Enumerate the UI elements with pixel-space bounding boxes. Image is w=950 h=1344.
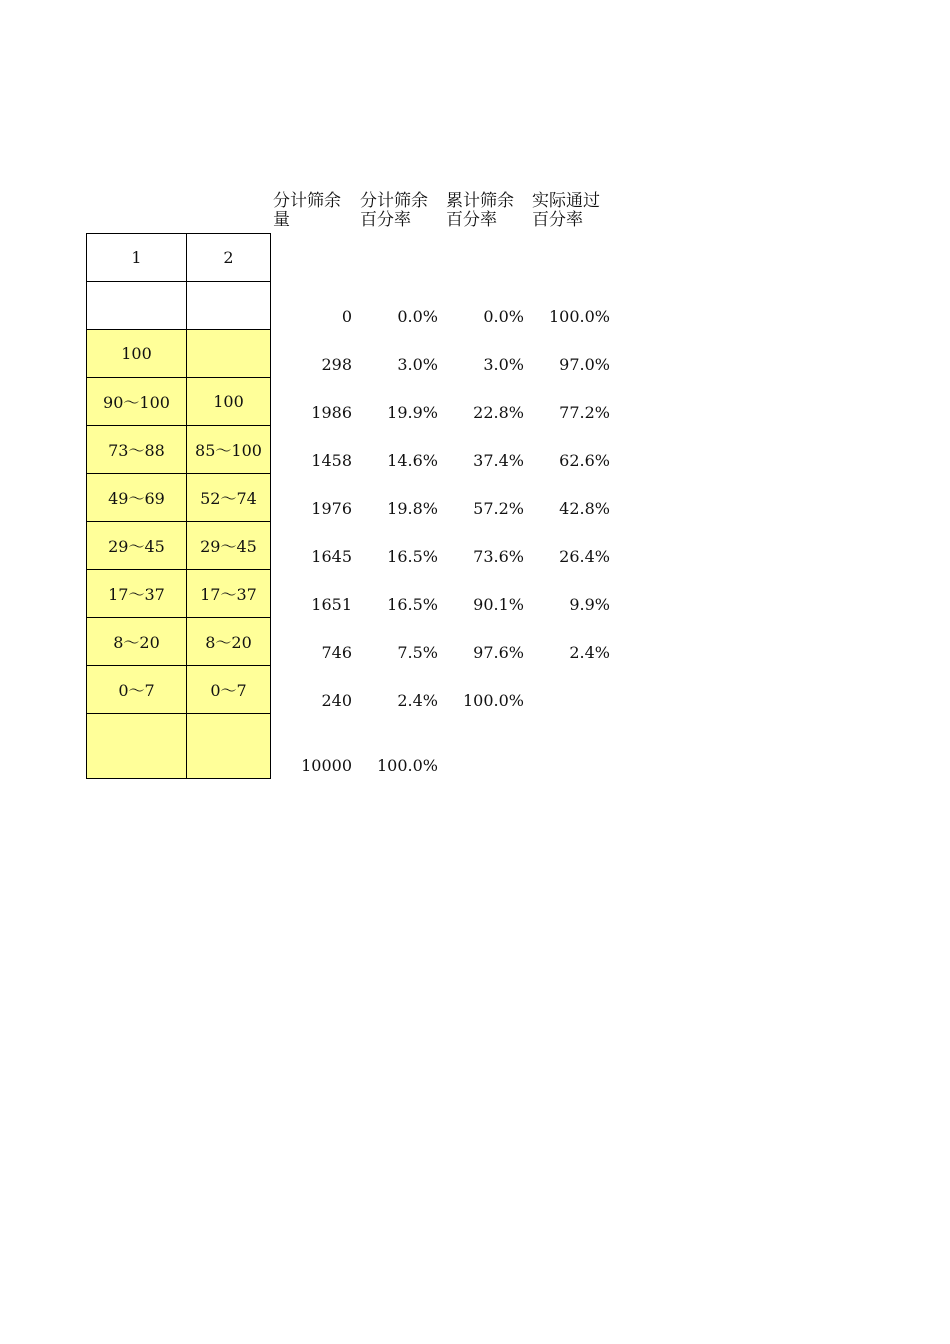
values-row-total [270, 713, 620, 778]
retained-cell[interactable]: 0 [341, 307, 352, 326]
retained-total-cell[interactable]: 10000 [301, 756, 352, 775]
table-row [87, 330, 271, 378]
retained-cell[interactable]: 1645 [311, 547, 352, 566]
passing-pct-cell[interactable]: 77.2% [559, 403, 610, 422]
range-cell-2[interactable]: 0～7 [187, 666, 271, 714]
range-cell-1[interactable]: 90～100 [87, 378, 187, 426]
header-individual-pct: 分计筛余 百分率 [360, 191, 428, 230]
individual-pct-cell[interactable]: 0.0% [397, 307, 438, 326]
cumulative-pct-cell[interactable]: 100.0% [462, 691, 524, 710]
retained-cell[interactable]: 1651 [311, 595, 352, 614]
individual-pct-cell[interactable]: 16.5% [387, 547, 438, 566]
passing-pct-cell[interactable]: 26.4% [559, 547, 610, 566]
header-passing-pct: 实际通过 百分率 [532, 191, 600, 230]
retained-cell[interactable]: 746 [321, 643, 352, 662]
cumulative-pct-cell[interactable]: 73.6% [473, 547, 524, 566]
range-cell-2[interactable]: 17～37 [187, 570, 271, 618]
range-cell-1[interactable]: 100 [87, 330, 187, 378]
individual-pct-cell[interactable]: 2.4% [397, 691, 438, 710]
retained-cell[interactable]: 298 [321, 355, 352, 374]
passing-pct-cell[interactable]: 2.4% [569, 643, 610, 662]
range-cell-1[interactable] [87, 714, 187, 779]
gradation-range-table [86, 233, 271, 779]
header-individual-retained: 分计筛余 量 [273, 191, 341, 230]
range-cell-1[interactable]: 49～69 [87, 474, 187, 522]
individual-pct-total-cell[interactable]: 100.0% [376, 756, 438, 775]
table-row [87, 714, 271, 779]
range-cell-2[interactable]: 52～74 [187, 474, 271, 522]
values-row [270, 329, 620, 377]
cumulative-pct-cell[interactable]: 3.0% [483, 355, 524, 374]
range-cell-1[interactable]: 73～88 [87, 426, 187, 474]
range-cell-1[interactable]: 29～45 [87, 522, 187, 570]
header-cumulative-pct: 累计筛余 百分率 [446, 191, 514, 230]
cumulative-pct-cell[interactable]: 0.0% [483, 307, 524, 326]
values-row [270, 521, 620, 569]
individual-pct-cell[interactable]: 14.6% [387, 451, 438, 470]
individual-pct-cell[interactable]: 7.5% [397, 643, 438, 662]
range-cell-2[interactable] [187, 330, 271, 378]
range-cell-1[interactable]: 0～7 [87, 666, 187, 714]
retained-cell[interactable]: 1986 [311, 403, 352, 422]
table-row [87, 426, 271, 474]
passing-pct-cell[interactable]: 100.0% [548, 307, 610, 326]
table-row [87, 282, 271, 330]
table-row [87, 378, 271, 426]
cumulative-pct-cell[interactable]: 90.1% [473, 595, 524, 614]
range-cell-2[interactable] [187, 282, 271, 330]
range-cell-2[interactable]: 100 [187, 378, 271, 426]
col-header-2[interactable]: 2 [187, 234, 271, 282]
range-cell-1[interactable] [87, 282, 187, 330]
table-row [87, 522, 271, 570]
values-row [270, 425, 620, 473]
table-row [87, 570, 271, 618]
individual-pct-cell[interactable]: 3.0% [397, 355, 438, 374]
table-row [87, 474, 271, 522]
individual-pct-cell[interactable]: 19.9% [387, 403, 438, 422]
range-cell-1[interactable]: 8～20 [87, 618, 187, 666]
retained-cell[interactable]: 1976 [311, 499, 352, 518]
individual-pct-cell[interactable]: 16.5% [387, 595, 438, 614]
values-header-spacer [270, 233, 620, 281]
passing-pct-cell[interactable]: 9.9% [569, 595, 610, 614]
retained-cell[interactable]: 1458 [311, 451, 352, 470]
range-cell-2[interactable] [187, 714, 271, 779]
sieve-values-columns [270, 233, 620, 778]
cumulative-pct-cell[interactable]: 57.2% [473, 499, 524, 518]
range-cell-2[interactable]: 85～100 [187, 426, 271, 474]
range-cell-2[interactable]: 8～20 [187, 618, 271, 666]
cumulative-pct-cell[interactable]: 97.6% [473, 643, 524, 662]
range-cell-1[interactable]: 17～37 [87, 570, 187, 618]
retained-cell[interactable]: 240 [321, 691, 352, 710]
values-row [270, 569, 620, 617]
values-row [270, 473, 620, 521]
passing-pct-cell[interactable]: 42.8% [559, 499, 610, 518]
individual-pct-cell[interactable]: 19.8% [387, 499, 438, 518]
passing-pct-cell[interactable]: 97.0% [559, 355, 610, 374]
values-row [270, 377, 620, 425]
values-row [270, 281, 620, 329]
table-row [87, 618, 271, 666]
cumulative-pct-cell[interactable]: 22.8% [473, 403, 524, 422]
table-row [87, 666, 271, 714]
col-header-1[interactable]: 1 [87, 234, 187, 282]
passing-pct-cell[interactable]: 62.6% [559, 451, 610, 470]
range-cell-2[interactable]: 29～45 [187, 522, 271, 570]
cumulative-pct-cell[interactable]: 37.4% [473, 451, 524, 470]
values-row [270, 617, 620, 665]
values-row [270, 665, 620, 713]
table-header-row [87, 234, 271, 282]
